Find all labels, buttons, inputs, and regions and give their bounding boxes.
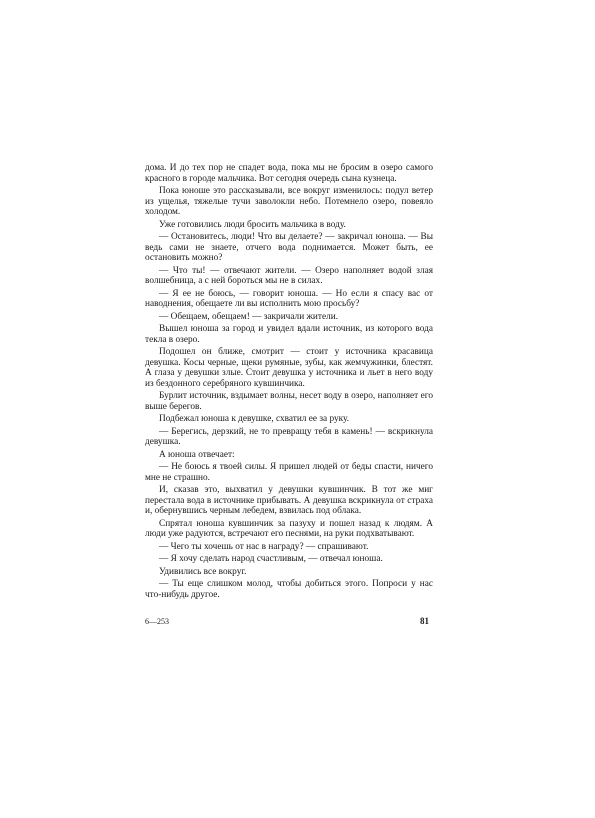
paragraph: — Остановитесь, люди! Что вы делаете? — закричал юноша. — Вы ведь сами не знаете, отчего вода поднимается. Может быть, ее остановить можно? (145, 232, 433, 263)
paragraph: Спрятал юноша кувшинчик за пазуху и пошел назад к людям. А люди уже радуются, встречают его песнями, на руки подхватывают. (145, 518, 433, 539)
paragraph: — Не боюсь я твоей силы. Я пришел людей от беды спасти, ничего мне не страшно. (145, 462, 433, 483)
paragraph: — Я хочу сделать народ счастливым, — отвечал юноша. (159, 554, 383, 564)
paragraph: Подошел он ближе, смотрит — стоит у источника красавица девушка. Косы черные, щеки румяные, зубы, как жемчужинки, блестят. А глаза у девушки злые. Стоит девушка у источника и льет в него воду из бездонного серебряного кувшинчика. (145, 347, 433, 389)
paragraph: Уже готовились люди бросить мальчика в воду. (159, 219, 346, 230)
paragraph: — Ты еще слишком молод, чтобы добиться этого. Попроси у нас что-нибудь другое. (145, 579, 433, 600)
paragraph: — Чего ты хочешь от нас в награду? — спрашивают. (159, 541, 369, 552)
paragraph: И, сказав это, выхватил у девушки кувшинчик. В тот же миг перестала вода в источнике прибывать. А девушка вскрикнула от страха и, обернувшись черным лебедем, взвилась под облака. (145, 485, 433, 516)
paragraph: — Обещаем, обещаем! — закричали жители. (159, 311, 339, 322)
paragraph: — Что ты! — отвечают жители. — Озеро наполняет водой злая волшебница, а с ней бороться мы не в силах. (145, 265, 433, 286)
paragraph: Пока юноше это рассказывали, все вокруг изменилось: подул ветер из ущелья, тяжелые тучи заволокли небо. Потемнело озеро, повеяло холодом. (145, 186, 433, 217)
paragraph: Вышел юноша за город и увидел вдали источник, из которого вода текла в озеро. (145, 324, 433, 345)
paragraph: — Берегись, дерзкий, не то превращу тебя в камень! — вскрикнула девушка. (145, 426, 433, 447)
paragraph: Бурлит источник, вздымает волны, несет воду в озеро, наполняет его выше берегов. (145, 391, 433, 412)
printer-signature: 6—253 (145, 617, 169, 626)
paragraph: дома. И до тех пор не спадет вода, пока мы не бросим в озеро самого красного в городе мальчика. Вот сегодня очередь сына кузнеца. (145, 163, 433, 184)
paragraph: Удивились все вокруг. (159, 566, 247, 577)
paragraph: А юноша отвечает: (159, 449, 235, 460)
page-body (145, 163, 433, 602)
page-number: 81 (420, 616, 429, 626)
paragraph: — Я ее не боюсь, — говорит юноша. — Но если я спасу вас от наводнения, обещаете ли вы исполнить мою просьбу? (145, 288, 433, 309)
paragraph: Подбежал юноша к девушке, схватил ее за руку. (159, 414, 350, 424)
